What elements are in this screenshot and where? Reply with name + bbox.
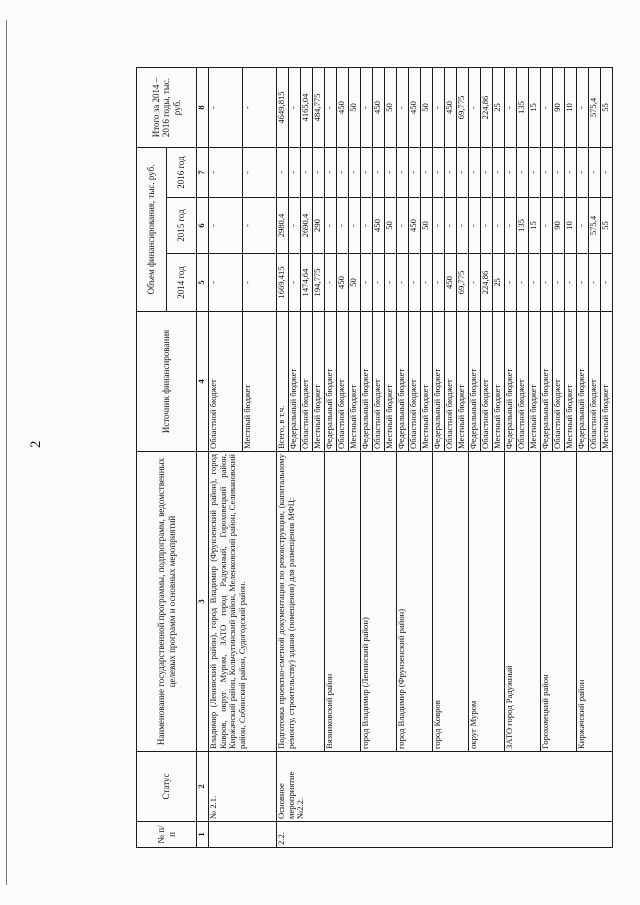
value-total: - <box>505 68 517 148</box>
header-num: № п/п <box>137 822 197 848</box>
source-cell: Местный бюджет <box>457 312 469 452</box>
value-2015: - <box>481 198 493 254</box>
source-cell: Областной бюджет <box>337 312 349 452</box>
col-number: 4 <box>197 312 209 452</box>
value-2015: 10 <box>565 198 577 254</box>
value-2014: - <box>409 254 421 312</box>
value-total: 135 <box>517 68 529 148</box>
page-number: 2 <box>28 440 44 448</box>
table-row <box>505 68 517 848</box>
source-cell: Областной бюджет <box>445 312 457 452</box>
value-2014: 450 <box>445 254 457 312</box>
value-total: 50 <box>385 68 397 148</box>
district-name: ЗАТО город Радужный <box>505 452 541 752</box>
table-row <box>577 68 589 848</box>
source-cell: Местный бюджет <box>243 312 277 452</box>
value-2014: 224,86 <box>481 254 493 312</box>
value-total: 69,775 <box>457 68 469 148</box>
value-2016: - <box>373 148 385 198</box>
source-cell: Федеральный бюджет <box>433 312 445 452</box>
value-2016: - <box>361 148 373 198</box>
value-2014: - <box>209 254 243 312</box>
value-2016: - <box>277 148 289 198</box>
value-2014: - <box>289 254 301 312</box>
value-total: 484,775 <box>313 68 325 148</box>
value-2015: - <box>493 198 505 254</box>
source-cell: Областной бюджет <box>301 312 313 452</box>
district-name: Гороховецкий район <box>541 452 577 752</box>
value-total: - <box>361 68 373 148</box>
value-2016: - <box>243 148 277 198</box>
district-name: город Владимир (Ленинский район) <box>361 452 397 752</box>
value-2014: - <box>517 254 529 312</box>
value-2015: - <box>209 198 243 254</box>
source-cell: Местный бюджет <box>421 312 433 452</box>
value-total: - <box>325 68 337 148</box>
table-row <box>433 68 445 848</box>
value-2016: - <box>325 148 337 198</box>
source-cell: Областной бюджет <box>589 312 601 452</box>
value-2016: - <box>337 148 349 198</box>
value-total: 25 <box>493 68 505 148</box>
row-num: 2.2. <box>277 822 613 848</box>
col-number: 7 <box>197 148 209 198</box>
value-total: - <box>469 68 481 148</box>
source-cell: Областной бюджет <box>481 312 493 452</box>
source-cell: Федеральный бюджет <box>505 312 517 452</box>
source-cell: Федеральный бюджет <box>469 312 481 452</box>
value-total: 450 <box>337 68 349 148</box>
district-name: город Ковров <box>433 452 469 752</box>
value-2015: 2690,4 <box>301 198 313 254</box>
value-2015: 50 <box>421 198 433 254</box>
header-total: Итого за 2014 – 2016 годы, тыс. руб. <box>137 68 197 148</box>
value-2015: 450 <box>409 198 421 254</box>
header-status: Статус <box>137 752 197 822</box>
row-num <box>209 822 277 848</box>
value-2014: 194,775 <box>313 254 325 312</box>
value-2014: 450 <box>337 254 349 312</box>
value-2016: - <box>493 148 505 198</box>
value-2015: - <box>243 198 277 254</box>
col-number: 3 <box>197 452 209 752</box>
table-row <box>325 68 337 848</box>
value-total: 450 <box>445 68 457 148</box>
value-2015: 50 <box>385 198 397 254</box>
financing-table <box>136 67 613 848</box>
value-2015: - <box>577 198 589 254</box>
row-status: Основное мероприятие №2.2. <box>277 752 613 822</box>
value-total: - <box>397 68 409 148</box>
value-2014: 50 <box>349 254 361 312</box>
value-2015: 575,4 <box>589 198 601 254</box>
value-2016: - <box>589 148 601 198</box>
value-2014: - <box>325 254 337 312</box>
value-total: - <box>209 68 243 148</box>
value-2014: - <box>243 254 277 312</box>
value-2016: - <box>565 148 577 198</box>
value-total: 450 <box>409 68 421 148</box>
value-2014: - <box>361 254 373 312</box>
value-total: 450 <box>373 68 385 148</box>
col-number: 8 <box>197 68 209 148</box>
value-total: 4165,04 <box>301 68 313 148</box>
value-2014: 69,775 <box>457 254 469 312</box>
value-2016: - <box>397 148 409 198</box>
value-2015: 15 <box>529 198 541 254</box>
value-2015: - <box>445 198 457 254</box>
source-cell: Федеральный бюджет <box>361 312 373 452</box>
header-volume: Объем финансирования, тыс. руб. <box>137 148 167 312</box>
value-2014: 25 <box>493 254 505 312</box>
value-2016: - <box>481 148 493 198</box>
value-2016: - <box>209 148 243 198</box>
value-2015: - <box>397 198 409 254</box>
value-2016: - <box>433 148 445 198</box>
value-2014: - <box>553 254 565 312</box>
value-2014: - <box>421 254 433 312</box>
value-2015: 90 <box>553 198 565 254</box>
value-total: - <box>577 68 589 148</box>
value-2016: - <box>529 148 541 198</box>
header-source: Источник финансирования <box>137 312 197 452</box>
value-2016: - <box>313 148 325 198</box>
value-2016: - <box>553 148 565 198</box>
col-number: 2 <box>197 752 209 822</box>
source-cell: Областной бюджет <box>553 312 565 452</box>
value-2015: - <box>337 198 349 254</box>
value-2015: - <box>457 198 469 254</box>
source-cell: Федеральный бюджет <box>577 312 589 452</box>
source-cell: Областной бюджет <box>209 312 243 452</box>
value-2016: - <box>577 148 589 198</box>
col-number: 1 <box>197 822 209 848</box>
source-cell: Федеральный бюджет <box>397 312 409 452</box>
source-cell: Областной бюджет <box>373 312 385 452</box>
table-row <box>469 68 481 848</box>
value-2014: - <box>589 254 601 312</box>
source-cell: Федеральный бюджет <box>325 312 337 452</box>
source-cell: Федеральный бюджет <box>541 312 553 452</box>
value-2014: - <box>397 254 409 312</box>
value-total: 15 <box>529 68 541 148</box>
source-cell: Местный бюджет <box>493 312 505 452</box>
district-name: город Владимир (Фрунзенский район) <box>397 452 433 752</box>
source-cell: Местный бюджет <box>385 312 397 452</box>
value-2015: 450 <box>373 198 385 254</box>
value-total: 55 <box>601 68 613 148</box>
value-2014: - <box>505 254 517 312</box>
source-cell: Местный бюджет <box>601 312 613 452</box>
source-cell: Местный бюджет <box>349 312 361 452</box>
value-2015: - <box>289 198 301 254</box>
value-2016: - <box>349 148 361 198</box>
value-2015: 2980,4 <box>277 198 289 254</box>
value-2014: - <box>385 254 397 312</box>
value-2015: - <box>541 198 553 254</box>
value-2015: - <box>469 198 481 254</box>
value-2015: - <box>433 198 445 254</box>
value-total: 575,4 <box>589 68 601 148</box>
header-2015: 2015 год <box>167 198 197 254</box>
source-cell: Местный бюджет <box>313 312 325 452</box>
row-status: № 2.1. <box>209 752 277 822</box>
source-cell: Областной бюджет <box>409 312 421 452</box>
value-total: - <box>243 68 277 148</box>
source-cell: Всего, в т.ч. <box>277 312 289 452</box>
value-2016: - <box>289 148 301 198</box>
value-total: 50 <box>349 68 361 148</box>
value-2016: - <box>385 148 397 198</box>
value-total: 10 <box>565 68 577 148</box>
value-total: - <box>289 68 301 148</box>
value-total: 50 <box>421 68 433 148</box>
header-2014: 2014 год <box>167 254 197 312</box>
row-name: Владимир (Ленинский район), город Владимир (Фрунзенский район), город Ковров, округ Муром, ЗАТО город Радужный, Гороховецкий район, Киржачский район, Кольчугинский район, Меленковский район, Селивановский район, Собинский район, Судогодский район. <box>209 452 277 752</box>
value-2015: - <box>325 198 337 254</box>
table-row <box>361 68 373 848</box>
value-2015: 290 <box>313 198 325 254</box>
col-number: 6 <box>197 198 209 254</box>
value-2014: - <box>601 254 613 312</box>
table-row <box>541 68 553 848</box>
value-2015: - <box>361 198 373 254</box>
value-2016: - <box>457 148 469 198</box>
value-2015: 55 <box>601 198 613 254</box>
value-2014: - <box>541 254 553 312</box>
value-2014: 1669,415 <box>277 254 289 312</box>
source-cell: Федеральный бюджет <box>289 312 301 452</box>
source-cell: Местный бюджет <box>529 312 541 452</box>
district-name: Киржачский район <box>577 452 613 752</box>
column-number-row <box>197 68 209 848</box>
source-cell: Областной бюджет <box>517 312 529 452</box>
value-total: 4649,815 <box>277 68 289 148</box>
value-2014: - <box>565 254 577 312</box>
header-2016: 2016 год <box>167 148 197 198</box>
value-total: 224,86 <box>481 68 493 148</box>
value-2016: - <box>517 148 529 198</box>
value-2016: - <box>445 148 457 198</box>
rotated-financing-table-container <box>136 68 624 848</box>
value-2016: - <box>301 148 313 198</box>
value-total: 90 <box>553 68 565 148</box>
table-row <box>397 68 409 848</box>
row-name: Подготовка проектно-сметной документации по реконструкции, (капитальному ремонту, строительству) здания (помещения) для размещения МФЦ: <box>277 452 325 752</box>
binding-mark <box>6 20 7 885</box>
value-total: - <box>433 68 445 148</box>
value-2015: - <box>349 198 361 254</box>
value-2016: - <box>409 148 421 198</box>
district-name: округ Муром <box>469 452 505 752</box>
value-2016: - <box>601 148 613 198</box>
value-2016: - <box>505 148 517 198</box>
district-name: Вязниковский район <box>325 452 361 752</box>
value-2014: - <box>373 254 385 312</box>
value-2014: - <box>433 254 445 312</box>
value-2015: 135 <box>517 198 529 254</box>
value-2016: - <box>469 148 481 198</box>
value-2016: - <box>421 148 433 198</box>
value-2016: - <box>541 148 553 198</box>
value-2014: - <box>469 254 481 312</box>
value-2014: - <box>529 254 541 312</box>
header-name: Наименование государственной программы, подпрограмм, ведомственных целевых программ и основных мероприятий <box>137 452 197 752</box>
value-2014: 1474,64 <box>301 254 313 312</box>
value-2014: - <box>577 254 589 312</box>
value-total: - <box>541 68 553 148</box>
col-number: 5 <box>197 254 209 312</box>
value-2015: - <box>505 198 517 254</box>
source-cell: Местный бюджет <box>565 312 577 452</box>
